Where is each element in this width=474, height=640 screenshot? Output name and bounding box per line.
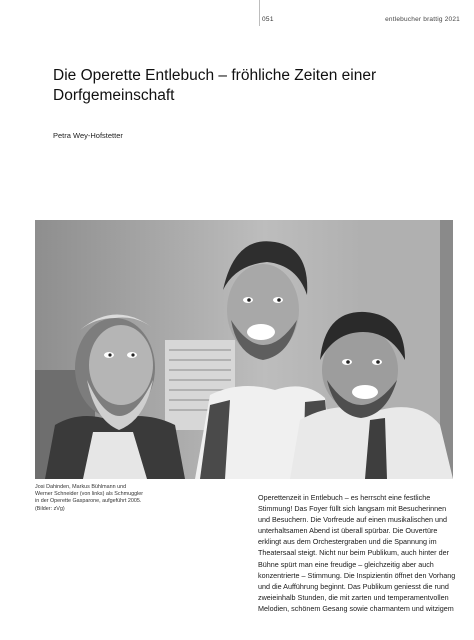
article-author: Petra Wey-Hofstetter	[53, 131, 123, 140]
header-divider	[259, 0, 260, 26]
photo-caption: Josi Dahinden, Markus Bühlmann und Werner Schneider (von links) als Schmuggler in der Operette Gasparone, aufgeführt 2005. (Bilder: zVg)	[35, 484, 144, 512]
article-body: Operettenzeit in Entlebuch – es herrscht eine festliche Stimmung! Das Foyer füllt sich langsam mit Besucherinnen und Besuchern. Die Vorfreude auf einen musikalischen und unterhaltsamen Abend ist überall spürbar. Die Ouvertüre erklingt aus dem Orchestergraben und die Spannung im Theatersaal steigt. Nicht nur beim Publikum, auch hinter der Bühne spürt man eine freudige – gleichzeitig aber auch konzentrierte – Stimmung. Die Inspizientin öffnet den Vorhang und die Aufführung beginnt. Das Publikum geniesst die rund zweieinhalb Stunden, die mit zarten und temperamentvollen Melodien, schönem Gesang sowie charmantem und witzigem	[258, 493, 456, 613]
page-number: 051	[262, 16, 274, 23]
running-head: entlebucher brattig 2021	[385, 16, 460, 23]
article-photo	[35, 220, 453, 479]
article-title: Die Operette Entlebuch – fröhliche Zeiten einer Dorfgemeinschaft	[53, 67, 377, 104]
